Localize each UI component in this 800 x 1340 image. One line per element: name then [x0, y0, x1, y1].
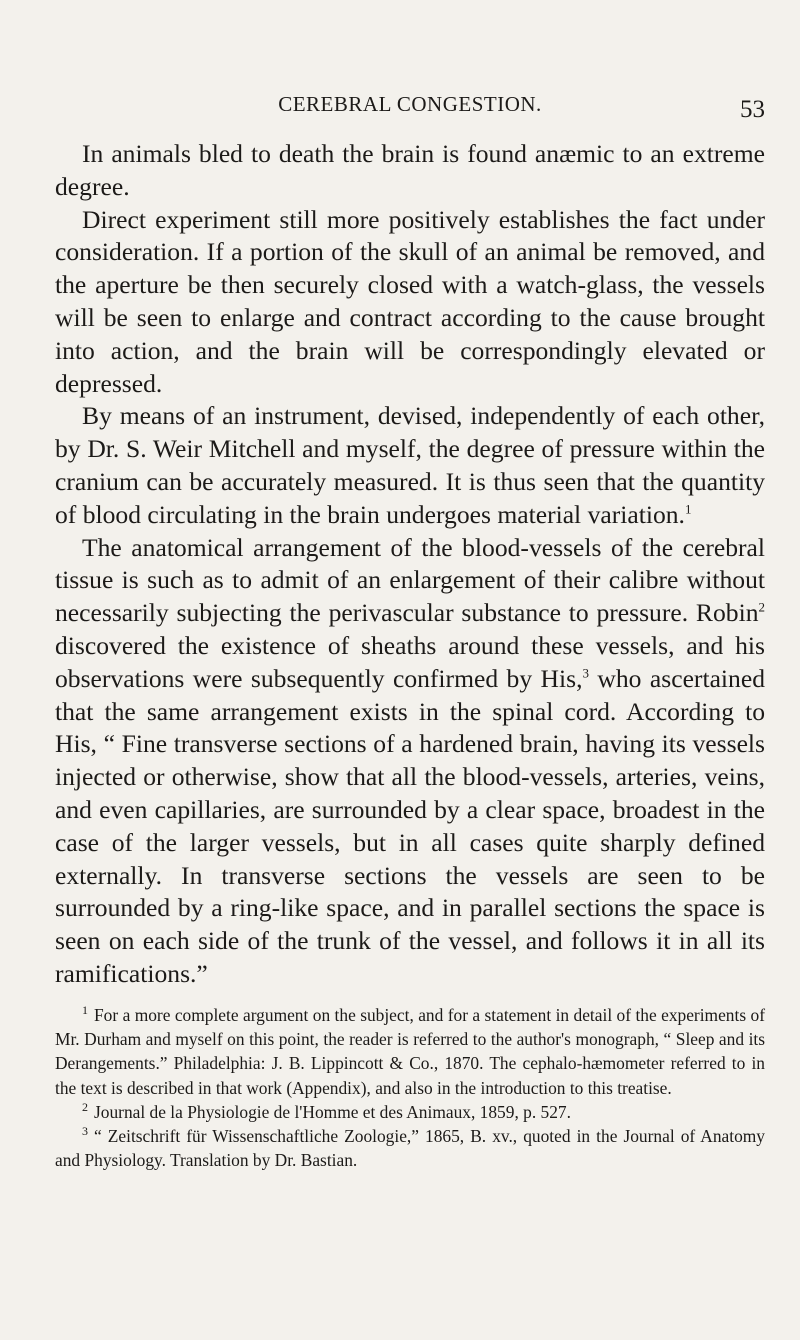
- paragraph-3: [55, 400, 765, 531]
- paragraph-text: discovered the existence of sheaths around these vessels, and his observations were subsequently confirmed by His,: [55, 630, 765, 693]
- running-head: CEREBRAL CONGESTION.: [278, 92, 542, 116]
- paragraph-1: [55, 138, 765, 204]
- footnote-2: [55, 1100, 765, 1124]
- paragraph-text: who ascertained that the same arrangement exists in the spinal cord. According to His, “ Fine transverse sections of a hardened brain, having its vessels injected or otherwise, show that all the blood-vessels, arteries, veins, and even capillaries, are surrounded by a clear space, broadest in the case of the larger vessels, but in all cases quite sharply defined externally. In transverse sections the vessels are seen to be surrounded by a ring-like space, and in parallel sections the space is seen on each side of the trunk of the vessel, and follows it in all its ramifications.”: [55, 663, 765, 988]
- page-header: [55, 92, 765, 128]
- footnote-text: Journal de la Physiologie de l'Homme et des Animaux, 1859, p. 527.: [94, 1101, 571, 1122]
- paragraph-text: Direct experiment still more positively establishes the fact under consideration. If a portion of the skull of an animal be removed, and the aperture be then securely closed with a watch-glass, the vessels will be seen to enlarge and contract according to the cause brought into action, and the brain will be correspondingly elevated or depressed.: [55, 204, 765, 398]
- footnote-text: For a more complete argument on the subject, and for a statement in detail of the experiments of Mr. Durham and myself on this point, the reader is referred to the author's monograph, “ Sleep and its Derangements.” Philadelphia: J. B. Lippincott & Co., 1870. The cephalo-hæmometer referred to in the text is described in that work (Appendix), and also in the introduction to this treatise.: [55, 1005, 765, 1098]
- footnote-mark: 3: [82, 1124, 88, 1139]
- footnote-reference: 3: [582, 665, 589, 681]
- paragraph-text: In animals bled to death the brain is found anæmic to an extreme degree.: [55, 139, 765, 201]
- footnote-reference: 1: [684, 501, 692, 517]
- paragraph-text: By means of an instrument, devised, independently of each other, by Dr. S. Weir Mitchell and myself, the degree of pressure within the cranium can be accurately measured. It is thus seen that the quantity of blood circulating in the brain undergoes material variation.: [55, 401, 765, 529]
- page-number: 53: [740, 96, 765, 123]
- paragraph-text: The anatomical arrangement of the blood-vessels of the cerebral tissue is such as to admit of an enlargement of their calibre without necessarily subjecting the perivascular substance to pressure. Robin: [55, 532, 765, 628]
- paragraph-4: [55, 532, 765, 991]
- footnote-3: [55, 1124, 765, 1172]
- footnotes: [55, 1003, 765, 1172]
- footnote-mark: 1: [82, 1003, 88, 1018]
- footnote-mark: 2: [82, 1100, 88, 1115]
- footnote-1: [55, 1003, 765, 1100]
- footnote-reference: 2: [758, 599, 765, 615]
- paragraph-2: [55, 204, 765, 401]
- body-text: [55, 138, 765, 991]
- footnote-text: “ Zeitschrift für Wissenschaftliche Zoologie,” 1865, B. xv., quoted in the Journal of Anatomy and Physiology. Translation by Dr. Bastian.: [55, 1126, 765, 1171]
